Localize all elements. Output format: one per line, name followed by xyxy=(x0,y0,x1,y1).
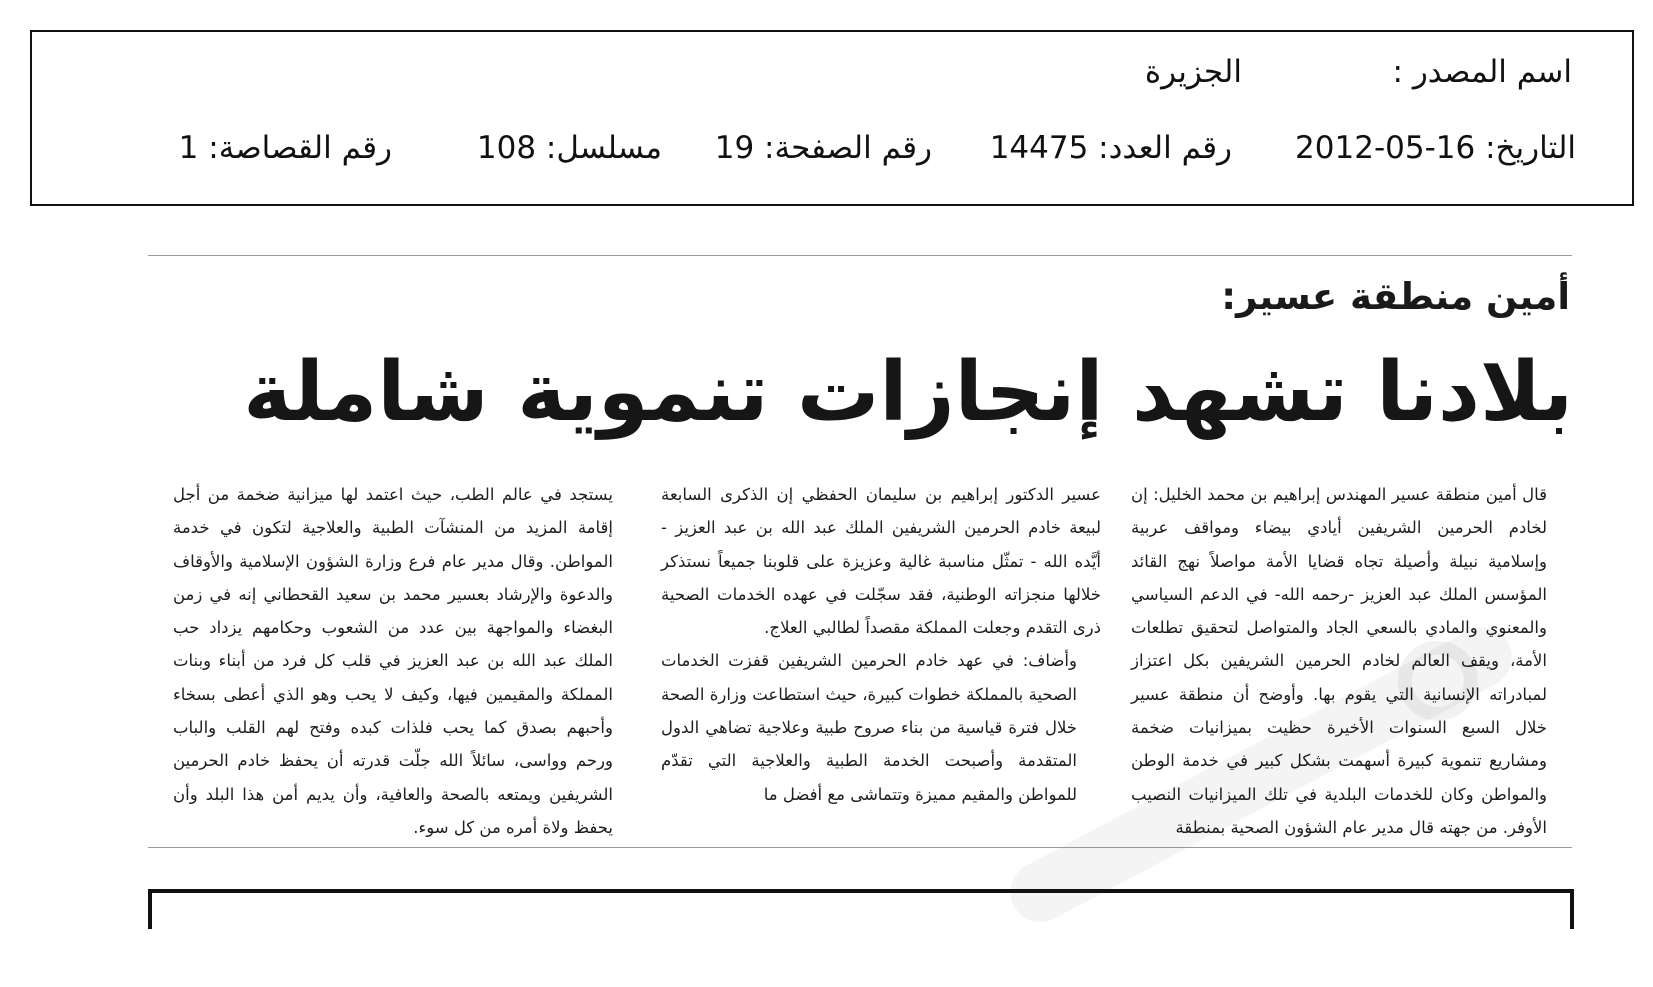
article-column-3 xyxy=(173,478,613,844)
article-paragraph: عسير الدكتور إبراهيم بن سليمان الحفظي إن الذكرى السابعة لبيعة خادم الحرمين الشريفين الملك عبد الله بن عبد العزيز - أيَّده الله - تمثّل مناسبة غالية وعزيزة على قلوبنا جميعاً نستذكر خلالها منجزاته الوطنية، فقد سجّلت في عهده الخدمات الصحية ذرى التقدم وجعلت المملكة مقصداً لطالبي العلاج. xyxy=(661,485,1101,638)
source-info-box xyxy=(30,30,1634,206)
article-column-2 xyxy=(661,478,1101,811)
serial-number-field: مسلسل: 108 xyxy=(476,130,662,166)
source-name: الجزيرة xyxy=(1144,54,1242,90)
issue-number-field: رقم العدد: 14475 xyxy=(989,130,1232,166)
article-headline: بلادنا تشهد إنجازات تنموية شاملة xyxy=(243,345,1573,440)
article-bottom-rule xyxy=(148,847,1572,848)
article-column-1 xyxy=(1131,478,1571,844)
article-paragraph: يستجد في عالم الطب، حيث اعتمد لها ميزانية ضخمة من أجل إقامة المزيد من المنشآت الطبية والعلاجية لتكون في خدمة المواطن. وقال مدير عام فرع وزارة الشؤون الإسلامية والأوقاف والدعوة والإرشاد بعسير محمد بن سعيد القحطاني إنه في زمن البغضاء والمواجهة بين عدد من الشعوب وحكامهم يزداد حب الملك عبد الله بن عبد العزيز في قلب كل فرد من أبناء وبنات المملكة والمقيمين فيها، وكيف لا يحب وهو الذي أعطى بسخاء وأحبهم بصدق كما يحب فلذات كبده وفتح لهم القلب والباب ورحم وواسى، سائلاً الله جلّت قدرته أن يحفظ خادم الحرمين الشريفين ويمتعه بالصحة والعافية، وأن يديم أمن هذا البلد وأن يحفظ ولاة أمره من كل سوء. xyxy=(173,485,613,837)
next-clipping-box-edge xyxy=(148,889,1574,929)
article-top-rule xyxy=(148,255,1572,256)
clipping-number-field: رقم القصاصة: 1 xyxy=(178,130,392,166)
article-kicker: أمين منطقة عسير: xyxy=(1221,275,1570,318)
article-paragraph: وأضاف: في عهد خادم الحرمين الشريفين قفزت الخدمات الصحية بالمملكة خطوات كبيرة، حيث استطاعت وزارة الصحة خلال فترة قياسية من بناء صروح طبية وعلاجية تضاهي الدول المتقدمة وأصبحت الخدمة الطبية والعلاجية التي تقدّم للمواطن والمقيم مميزة وتتماشى مع أفضل ما xyxy=(661,651,1077,804)
date-field: التاريخ: 16-05-2012 xyxy=(1295,130,1576,166)
article-paragraph: قال أمين منطقة عسير المهندس إبراهيم بن محمد الخليل: إن لخادم الحرمين الشريفين أيادي بيضاء ومواقف عربية وإسلامية نبيلة وأصيلة تجاه قضايا الأمة مواصلاً نهج القائد المؤسس الملك عبد العزيز -رحمه الله- في الدعم السياسي والمعنوي والمادي بالسعي الجاد والمتواصل لتحقيق تطلعات الأمة، ويقف العالم لخادم الحرمين الشريفين بكل اعتزاز لمبادراته الإنسانية التي يقوم بها. وأوضح أن منطقة عسير خلال السبع السنوات الأخيرة حظيت بميزانيات ضخمة ومشاريع تنموية كبيرة أسهمت بشكل كبير في خدمة الوطن والمواطن وكان للخدمات البلدية في تلك الميزانيات النصيب الأوفر. من جهته قال مدير عام الشؤون الصحية بمنطقة xyxy=(1131,485,1547,837)
source-label: اسم المصدر : xyxy=(1392,54,1572,90)
page-number-field: رقم الصفحة: 19 xyxy=(714,130,932,166)
